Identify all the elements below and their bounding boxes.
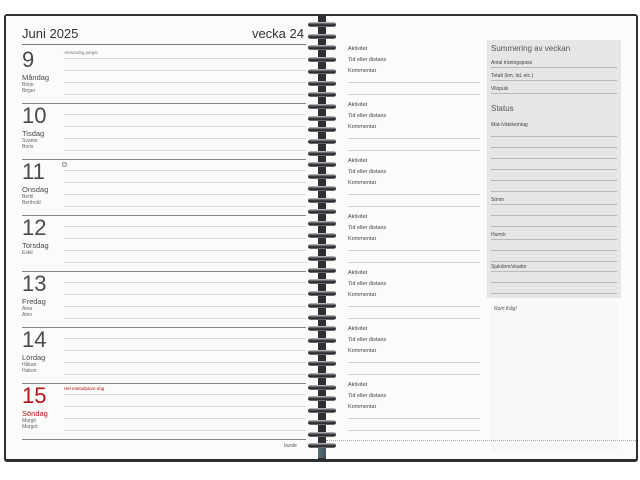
day-number: 9	[22, 47, 35, 72]
writing-line	[64, 206, 306, 207]
spiral-ring	[308, 92, 336, 97]
day-number: 13	[22, 271, 47, 296]
comment-label: Kommentar	[348, 180, 377, 186]
writing-line	[64, 226, 306, 227]
status-line	[491, 136, 617, 137]
status-title: Status	[491, 104, 514, 113]
status-line	[491, 226, 617, 227]
spiral-ring	[308, 443, 336, 448]
writing-line	[64, 306, 306, 307]
comment-line	[348, 138, 480, 139]
status-field: Humör	[491, 232, 507, 238]
month-title: Juni 2025	[22, 26, 79, 41]
spiral-ring	[308, 151, 336, 156]
brand-footer: burde	[284, 443, 297, 449]
status-line	[491, 271, 617, 272]
comment-label: Kommentar	[348, 124, 377, 130]
writing-line	[64, 430, 306, 431]
writing-line	[64, 250, 306, 251]
writing-line	[64, 82, 306, 83]
summary-field: Totalt (km, tid, etc.)	[491, 73, 534, 79]
activity-label: Aktivitet	[348, 46, 368, 52]
spiral-ring	[308, 57, 336, 62]
weekday-name: Söndag	[22, 409, 48, 418]
writing-line	[64, 182, 306, 183]
spiral-ring	[308, 45, 336, 50]
summary-field: Antal träningspass	[491, 60, 533, 66]
weekday-name: Torsdag	[22, 241, 49, 250]
comment-line	[348, 206, 480, 207]
weekday-name: Tisdag	[22, 129, 45, 138]
writing-line	[64, 418, 306, 419]
spiral-ring	[308, 256, 336, 261]
writing-line	[64, 394, 306, 395]
spiral-ring	[308, 233, 336, 238]
name-day: Aino	[22, 312, 33, 318]
status-field: Mat-/vätskeintag	[491, 122, 528, 128]
status-field: Sjukdom/skador	[491, 264, 527, 270]
name-day: Bertil	[22, 194, 34, 200]
day-number: 11	[22, 159, 45, 184]
writing-line	[64, 362, 306, 363]
name-day: Börje	[22, 82, 34, 88]
writing-line	[64, 238, 306, 239]
writing-line	[64, 126, 306, 127]
notes-label: Rom ihåg!	[494, 306, 517, 312]
spiral-ring	[308, 174, 336, 179]
comment-line	[348, 150, 480, 151]
writing-line	[64, 318, 306, 319]
time-label: Tid eller distans	[348, 57, 387, 63]
time-label: Tid eller distans	[348, 169, 387, 175]
activity-label: Aktivitet	[348, 158, 368, 164]
day-number: 14	[22, 327, 47, 352]
summary-line	[491, 67, 617, 68]
spiral-ring	[308, 420, 336, 425]
writing-line	[64, 114, 306, 115]
time-label: Tid eller distans	[348, 337, 387, 343]
day-block	[22, 272, 306, 328]
writing-line	[64, 294, 306, 295]
comment-label: Kommentar	[348, 236, 377, 242]
spiral-ring	[308, 34, 336, 39]
status-line	[491, 215, 617, 216]
activity-label: Aktivitet	[348, 214, 368, 220]
day-block	[22, 328, 306, 384]
writing-line	[64, 262, 306, 263]
status-line	[491, 191, 617, 192]
activity-label: Aktivitet	[348, 382, 368, 388]
status-line	[491, 180, 617, 181]
day-block	[22, 104, 306, 160]
status-line	[491, 169, 617, 170]
status-field: Sömn	[491, 197, 505, 203]
day-block	[22, 160, 306, 216]
writing-line	[64, 94, 306, 95]
writing-line	[64, 170, 306, 171]
writing-line	[64, 194, 306, 195]
name-day: Berthold	[22, 200, 41, 206]
status-line	[491, 282, 617, 283]
name-day: Håkan	[22, 362, 37, 368]
spiral-ring	[308, 315, 336, 320]
name-day: Birger	[22, 88, 36, 94]
spiral-ring	[308, 209, 336, 214]
day-number: 10	[22, 103, 47, 128]
spiral-ring	[308, 22, 336, 27]
comment-line	[348, 94, 480, 95]
activity-label: Aktivitet	[348, 102, 368, 108]
comment-line	[348, 418, 480, 419]
weekday-name: Måndag	[22, 73, 50, 82]
spiral-ring	[308, 81, 336, 86]
spiral-ring	[308, 396, 336, 401]
comment-line	[348, 250, 480, 251]
status-line	[491, 293, 617, 294]
summary-title: Summering av veckan	[491, 44, 571, 53]
time-label: Tid eller distans	[348, 393, 387, 399]
spiral-ring	[308, 432, 336, 437]
day-block	[22, 216, 306, 272]
comment-line	[348, 362, 480, 363]
writing-line	[64, 58, 306, 59]
spiral-ring	[308, 221, 336, 226]
writing-line	[64, 138, 306, 139]
name-day: Boris	[22, 144, 34, 150]
weekday-name: Fredag	[22, 297, 46, 306]
activity-label: Aktivitet	[348, 326, 368, 332]
spiral-ring	[308, 244, 336, 249]
spiral-ring	[308, 361, 336, 366]
spiral-ring	[308, 291, 336, 296]
comment-label: Kommentar	[348, 68, 377, 74]
spiral-ring	[308, 198, 336, 203]
writing-line	[64, 350, 306, 351]
summary-field: Vilopuls	[491, 86, 509, 92]
status-line	[491, 158, 617, 159]
spiral-ring	[308, 139, 336, 144]
comment-label: Kommentar	[348, 348, 377, 354]
summary-line	[491, 80, 617, 81]
spiral-ring	[308, 373, 336, 378]
comment-line	[348, 318, 480, 319]
summary-line	[491, 93, 617, 94]
name-day: Aina	[22, 306, 33, 312]
page-bottom-rule	[326, 440, 636, 441]
day-number: 15	[22, 383, 47, 408]
spiral-ring	[308, 127, 336, 132]
day-note: Hel metodiplom-dag	[64, 386, 105, 391]
name-day: Margot	[22, 424, 38, 430]
spiral-ring	[308, 279, 336, 284]
name-day: Eskil	[22, 250, 33, 256]
spiral-ring	[308, 338, 336, 343]
spiral-ring	[308, 326, 336, 331]
writing-line	[64, 150, 306, 151]
writing-line	[64, 338, 306, 339]
spiral-ring	[308, 186, 336, 191]
time-label: Tid eller distans	[348, 113, 387, 119]
day-block	[22, 384, 306, 440]
notes-box	[491, 302, 617, 452]
status-line	[491, 250, 617, 251]
weekday-name: Onsdag	[22, 185, 49, 194]
header-divider	[22, 44, 306, 45]
writing-line	[64, 70, 306, 71]
name-day: Svante	[22, 138, 38, 144]
time-label: Tid eller distans	[348, 225, 387, 231]
status-line	[491, 261, 617, 262]
comment-label: Kommentar	[348, 292, 377, 298]
time-label: Tid eller distans	[348, 281, 387, 287]
status-line	[491, 204, 617, 205]
weekly-summary-panel	[487, 40, 621, 312]
day-number: 12	[22, 215, 47, 240]
weekday-name: Lördag	[22, 353, 46, 362]
comment-label: Kommentar	[348, 404, 377, 410]
left-page	[6, 16, 318, 459]
comment-line	[348, 306, 480, 307]
spiral-ring	[308, 268, 336, 273]
spiral-ring	[308, 385, 336, 390]
day-separator	[22, 439, 306, 440]
spiral-ring	[308, 104, 336, 109]
comment-line	[348, 194, 480, 195]
writing-line	[64, 374, 306, 375]
writing-line	[64, 406, 306, 407]
moon-phase-icon	[62, 162, 67, 167]
day-note: Annandag pingst	[64, 50, 98, 55]
spiral-binding	[308, 22, 338, 454]
name-day: Margit	[22, 418, 36, 424]
writing-line	[64, 282, 306, 283]
spiral-ring	[308, 162, 336, 167]
name-day: Hakon	[22, 368, 37, 374]
spiral-ring	[308, 303, 336, 308]
spiral-ring	[308, 408, 336, 413]
right-page	[326, 16, 636, 459]
comment-line	[348, 374, 480, 375]
activity-label: Aktivitet	[348, 270, 368, 276]
spiral-ring	[308, 69, 336, 74]
comment-line	[348, 82, 480, 83]
status-line	[491, 147, 617, 148]
spiral-ring	[308, 350, 336, 355]
status-line	[491, 239, 617, 240]
spiral-ring	[308, 116, 336, 121]
week-number: vecka 24	[251, 26, 304, 41]
day-block	[22, 48, 306, 104]
comment-line	[348, 262, 480, 263]
comment-line	[348, 430, 480, 431]
